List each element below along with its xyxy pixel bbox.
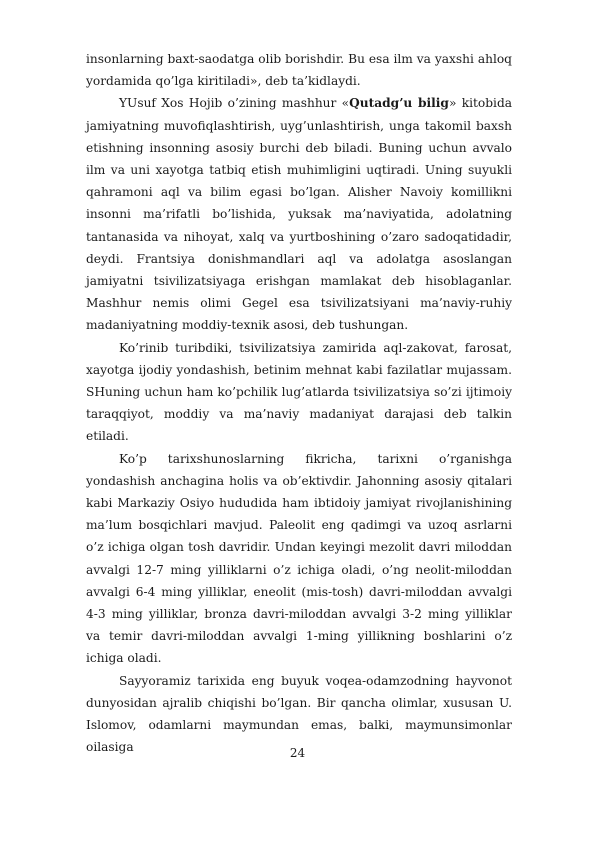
paragraph — [86, 48, 512, 92]
text-segment: » kitobida jamiyatning muvofiqlashtirish, uyg’unlashtirish, unga takomil baxsh etishning insonning asosiy burchi deb biladi. Buning uchun avvalo ilm va uni xayotga tatbiq etish muhimligini uqtiradi. Uning suyukli qahramoni aql va bilim egasi bo’lgan. Alisher Navoiy komillikni insonni ma’rifatli bo’lishida, yuksak ma’naviyatida, adolatning tantanasida va nihoyat, xalq va yurtboshining o’zaro sadoqatidadir, deydi. Frantsiya donishmandlari aql va adolatga asoslangan jamiyatni tsivilizatsiyaga erishgan mamlakat deb hisoblaganlar. Mashhur nemis olimi Gegel esa tsivilizatsiyani ma’naviy-ruhiy madaniyatning moddiy-texnik asosi, deb tushungan. — [86, 96, 513, 333]
text-segment: Ko’p tarixshunoslarning fikricha, tarixni o’rganishga yondashish anchagina holis va ob’ektivdir. Jahonning asosiy qitalari kabi Markaziy Osiyo hududida ham ibtidoiy jamiyat rivojlanishining ma’lum bosqichlari mavjud. Paleolit eng qadimgi va uzoq asrlarni o’z ichiga olgan tosh davridir. Undan keyingi mezolit davri miloddan avvalgi 12-7 ming yilliklarni o’z ichiga oladi, o’ng neolit-miloddan avvalgi 6-4 ming yilliklar, eneolit (mis-tosh) davri-miloddan avvalgi 4-3 ming yilliklar, bronza davri-miloddan avvalgi 3-2 ming yilliklar va temir davri-miloddan avvalgi 1-ming yillikning boshlarini o’z ichiga oladi. — [86, 451, 512, 666]
paragraph — [86, 337, 512, 448]
text-segment: Sayyoramiz tarixida eng buyuk voqea-odamzodning hayvonot dunyosidan ajralib chiqishi bo’lgan. Bir qancha olimlar, xususan U. Islomov, odamlarni maymundan emas, balki, maymunsimonlar oilasiga — [86, 673, 512, 755]
bold-text: Qutadg’u bilig — [349, 96, 449, 111]
text-segment: insonlarning baxt-saodatga olib borishdir. Bu esa ilm va yaxshi ahloq yordamida qo’lga kiritiladi», deb ta’kidlaydi. — [86, 52, 512, 89]
text-segment: YUsuf Xos Hojib o’zining mashhur « — [119, 96, 350, 111]
document-body — [86, 48, 512, 759]
text-segment: Ko’rinib turibdiki, tsivilizatsiya zamirida aql-zakovat, farosat, xayotga ijodiy yondashish, betinim mehnat kabi fazilatlar mujassam. SHuning uchun ham ko’pchilik lug’atlarda tsivilizatsiya so’zi ijtimoiy taraqqiyot, moddiy va ma’naviy madaniyat darajasi deb talkin etiladi. — [86, 340, 512, 444]
paragraph — [86, 92, 512, 336]
page-number: 24 — [289, 746, 306, 760]
paragraph — [86, 448, 512, 670]
